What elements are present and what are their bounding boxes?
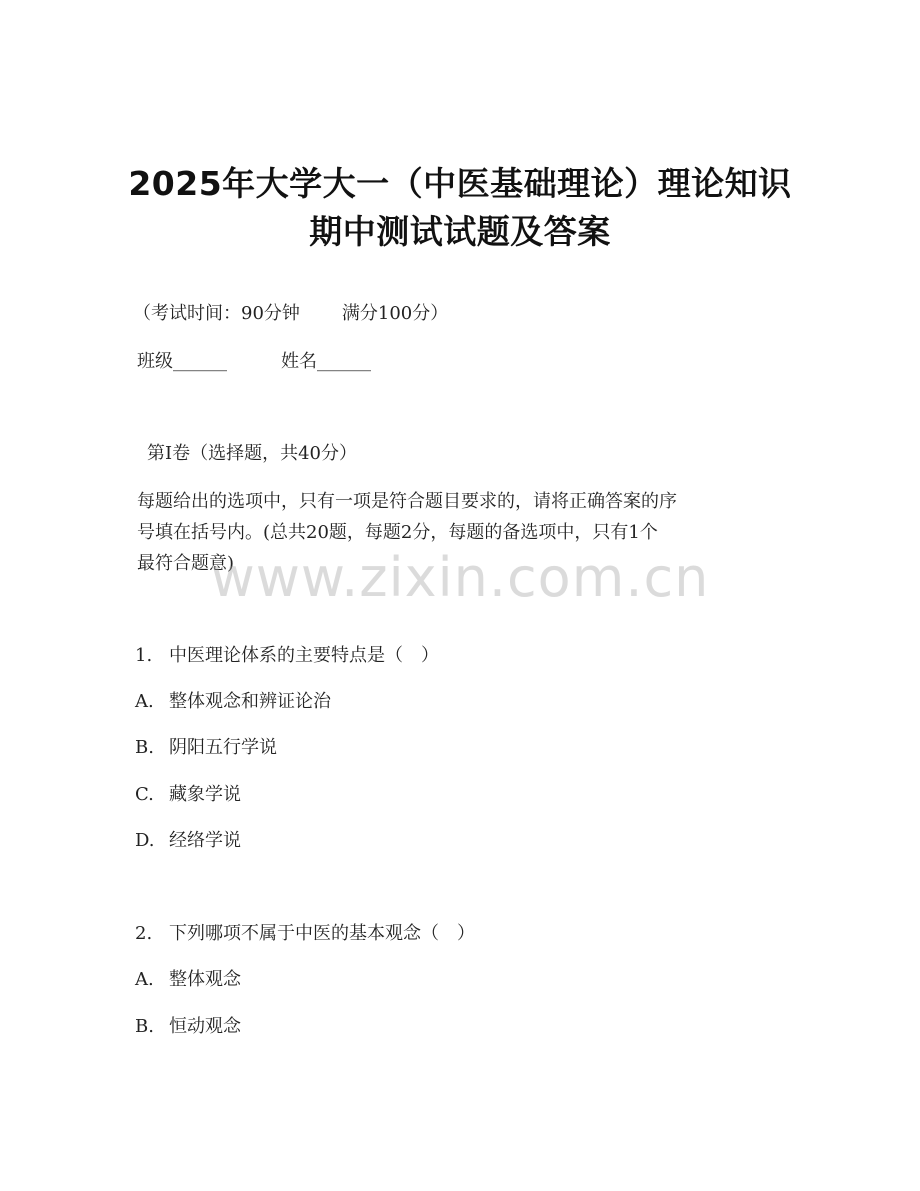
- option-key: B.: [135, 1016, 154, 1037]
- name-field: 姓名______: [281, 351, 371, 372]
- question-2-option-b: [135, 1015, 241, 1039]
- question-2: [135, 922, 475, 946]
- section-instructions: [137, 486, 777, 579]
- option-key: D.: [135, 830, 155, 851]
- watermark-text: www.zixin.com.cn: [210, 546, 710, 609]
- question-1-option-b: [135, 736, 277, 760]
- document-title-line1: 2025年大学大一（中医基础理论）理论知识: [128, 164, 792, 203]
- option-key: A.: [135, 969, 154, 990]
- option-text: 阴阳五行学说: [169, 737, 277, 758]
- question-1-option-a: [135, 690, 331, 714]
- option-text: 整体观念: [169, 969, 241, 990]
- instruction-line: 最符合题意): [137, 553, 235, 574]
- question-1: [135, 644, 439, 668]
- exam-full-score: 满分100分）: [341, 303, 449, 324]
- option-text: 经络学说: [169, 830, 241, 851]
- section-heading: 第I卷（选择题，共40分）: [147, 443, 358, 464]
- instruction-line: 每题给出的选项中，只有一项是符合题目要求的，请将正确答案的序: [137, 491, 677, 512]
- option-text: 藏象学说: [169, 784, 241, 805]
- option-key: A.: [135, 691, 154, 712]
- option-text: 恒动观念: [169, 1016, 241, 1037]
- question-1-option-d: [135, 829, 241, 853]
- option-key: C.: [135, 784, 154, 805]
- instruction-line: 号填在括号内。(总共20题，每题2分，每题的备选项中，只有1个: [137, 522, 658, 543]
- question-text: 中医理论体系的主要特点是（ ）: [169, 645, 439, 666]
- question-number: 1.: [135, 645, 153, 666]
- document-title-line2: 期中测试试题及答案: [309, 212, 611, 251]
- exam-time: （考试时间：90分钟: [133, 303, 300, 324]
- class-field: 班级______: [137, 351, 227, 372]
- exam-info: [133, 302, 448, 326]
- question-number: 2.: [135, 923, 153, 944]
- question-2-option-a: [135, 968, 241, 992]
- option-text: 整体观念和辨证论治: [169, 691, 331, 712]
- student-blanks: [137, 350, 371, 374]
- option-key: B.: [135, 737, 154, 758]
- question-1-option-c: [135, 783, 241, 807]
- question-text: 下列哪项不属于中医的基本观念（ ）: [169, 923, 475, 944]
